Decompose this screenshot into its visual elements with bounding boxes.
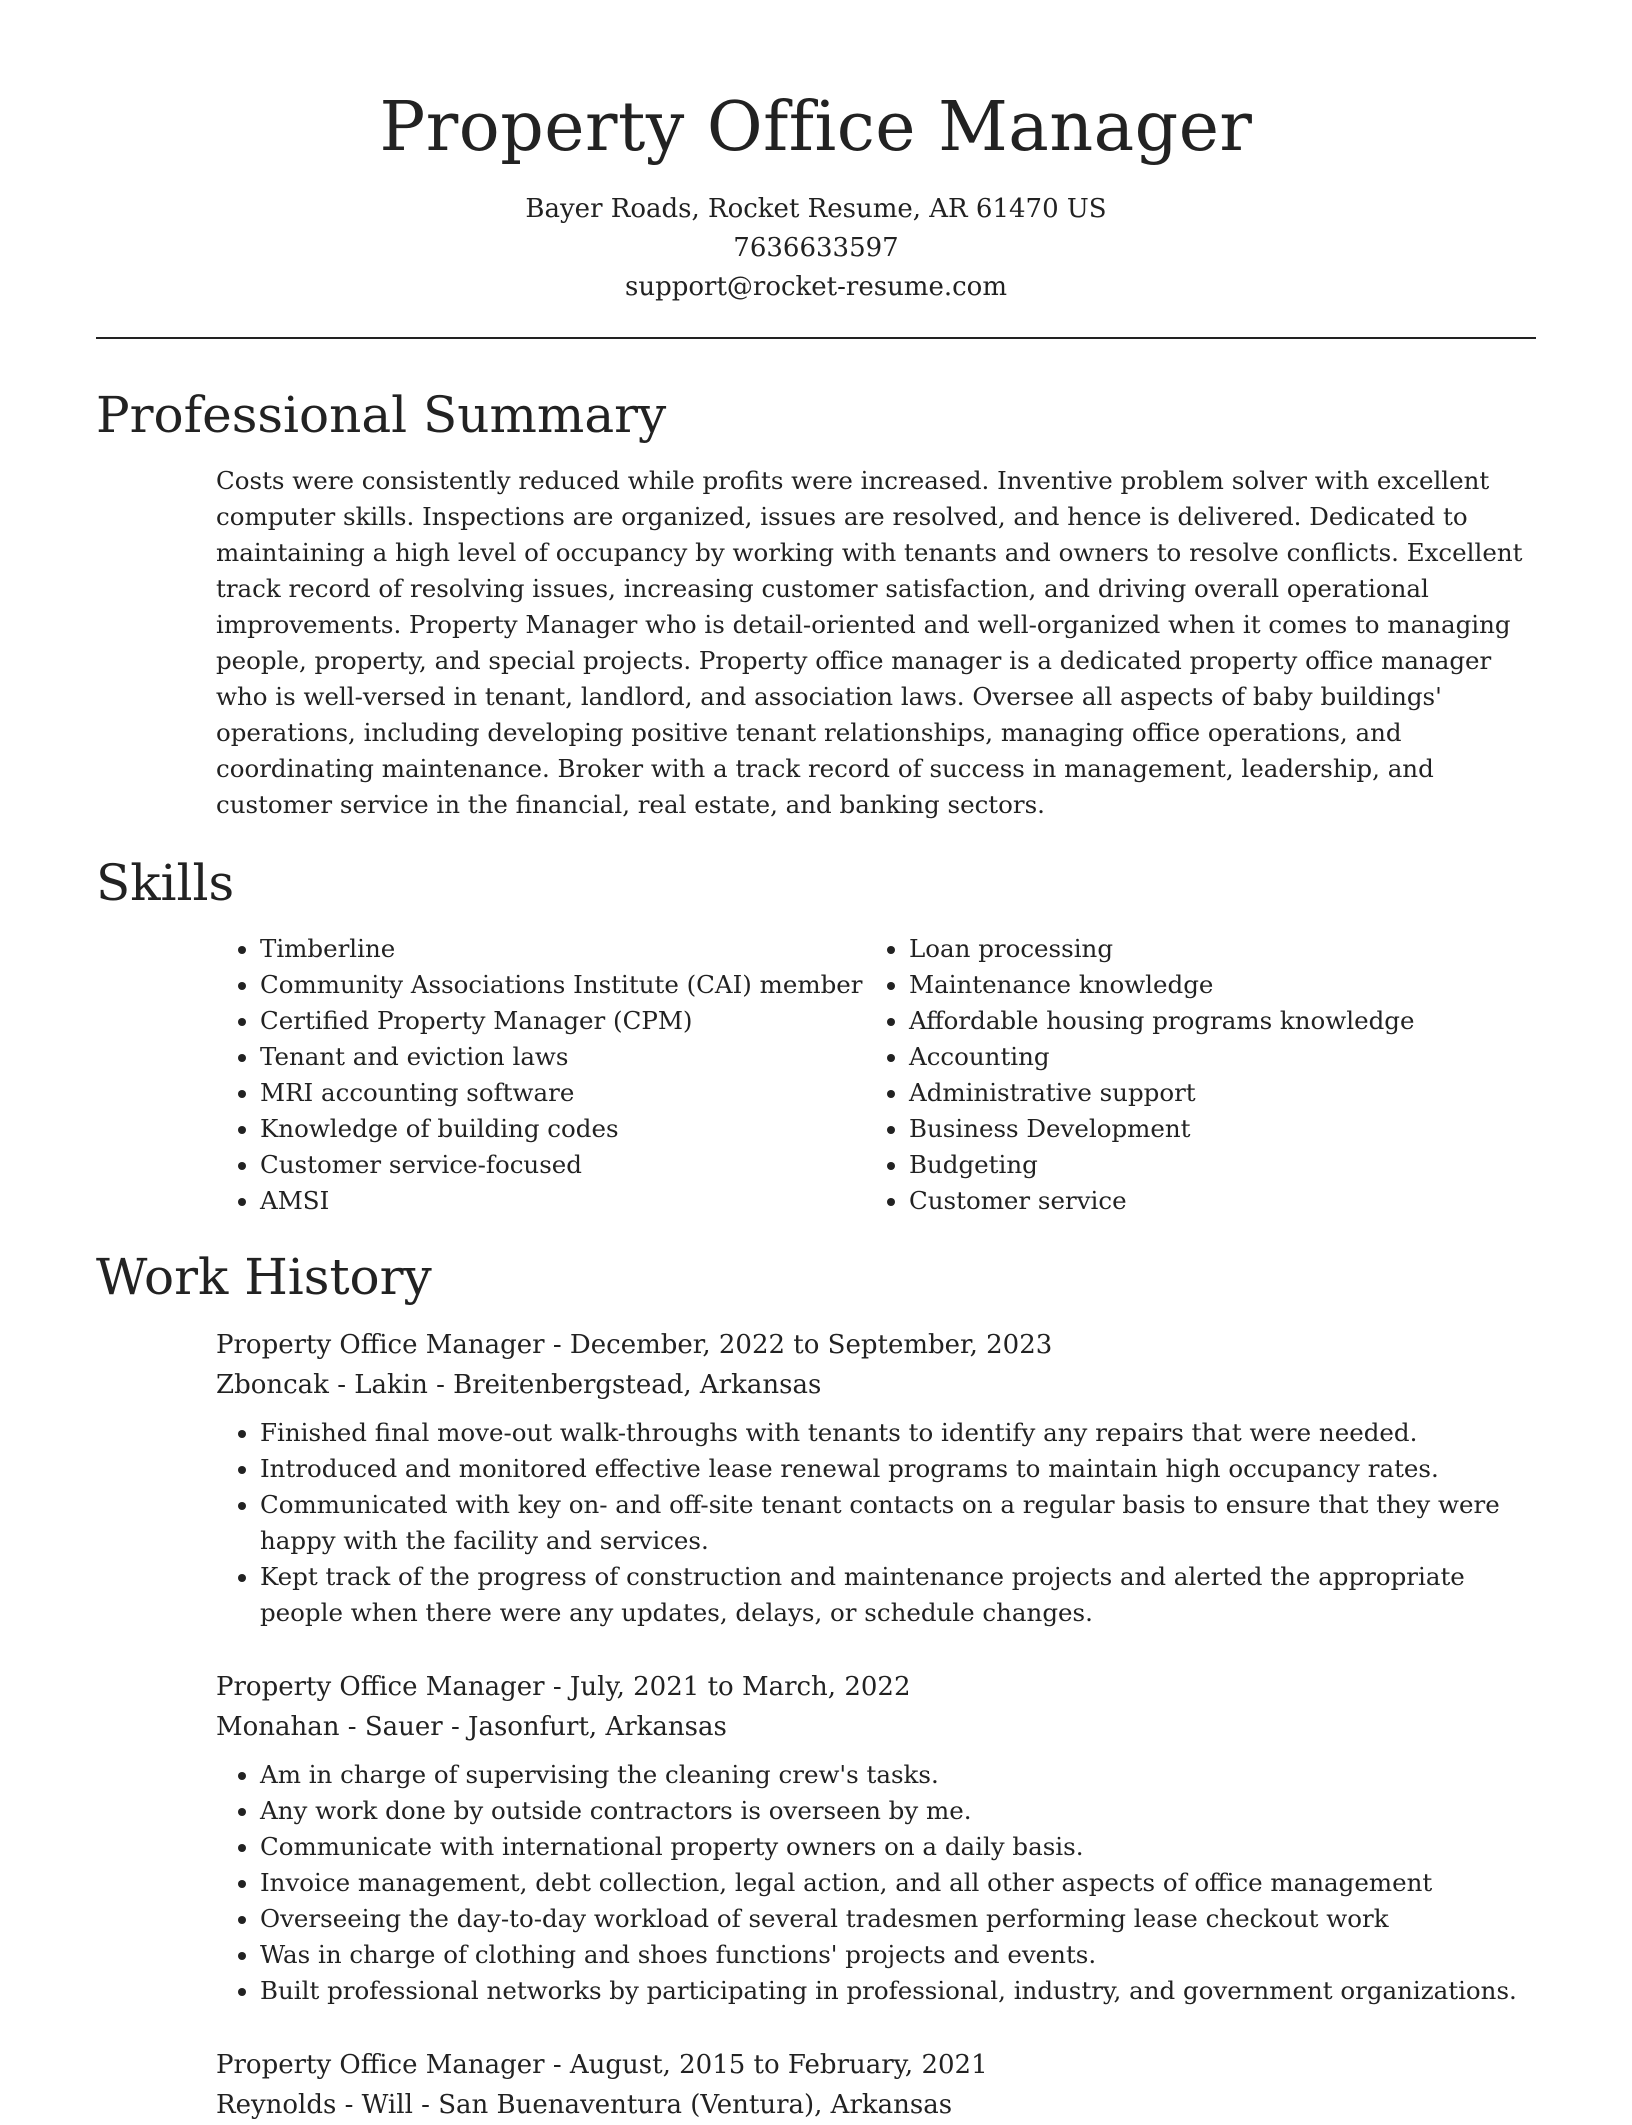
job-duties: [216, 1415, 1536, 1631]
contact-block: [96, 190, 1536, 307]
work-history-list: [216, 1325, 1536, 2125]
job-entry: [216, 2045, 1536, 2125]
job-entry: [216, 1667, 1536, 2009]
contact-address: Bayer Roads, Rocket Resume, AR 61470 US: [525, 194, 1107, 224]
contact-email[interactable]: support@rocket-resume.com: [624, 272, 1007, 302]
job-duty-item: • Introduced and monitored effective lease renewal programs to maintain high occupancy rates.: [260, 1451, 1536, 1487]
summary-text: Costs were consistently reduced while profits were increased. Inventive problem solver with excellent computer skills. Inspections are organized, issues are resolved, and hence is delivered. Dedicated to maintaining a high level of occupancy by working with tenants and owners to resolve conflicts. Excellent track record of resolving issues, increasing customer satisfaction, and driving overall operational improvements. Property Manager who is detail-oriented and well-organized when it comes to managing people, property, and special projects. Property office manager is a dedicated property office manager who is well-versed in tenant, landlord, and association laws. Oversee all aspects of baby buildings' operations, including developing positive tenant relationships, managing office operations, and coordinating maintenance. Broker with a track record of success in management, leadership, and customer service in the financial, real estate, and banking sectors.: [216, 466, 1523, 819]
skill-item: • Business Development: [909, 1111, 1514, 1147]
job-duty-item: • Communicated with key on- and off-site tenant contacts on a regular basis to ensure that they were happy with the facility and services.: [260, 1487, 1536, 1559]
job-employer-location: Reynolds - Will - San Buenaventura (Ventura), Arkansas: [216, 2090, 953, 2120]
resume-header: [96, 0, 1536, 307]
job-duty-item: • Invoice management, debt collection, legal action, and all other aspects of office management: [260, 1865, 1536, 1901]
job-duty-item: • Built professional networks by participating in professional, industry, and government organizations.: [260, 1973, 1536, 2009]
skill-item: • Accounting: [909, 1039, 1514, 1075]
header-divider: [96, 337, 1536, 339]
skill-item: • Timberline: [260, 931, 865, 967]
skill-item: • Administrative support: [909, 1075, 1514, 1111]
summary-heading: Professional Summary: [96, 386, 667, 444]
skill-item: • Community Associations Institute (CAI) member: [260, 967, 865, 1003]
job-duty-item: • Kept track of the progress of construction and maintenance projects and alerted the appropriate people when there were any updates, delays, or schedule changes.: [260, 1559, 1536, 1631]
job-employer-location: Zboncak - Lakin - Breitenbergstead, Arkansas: [216, 1370, 822, 1400]
job-employer-location: Monahan - Sauer - Jasonfurt, Arkansas: [216, 1712, 727, 1742]
job-entry: [216, 1325, 1536, 1631]
skills-column-left: [216, 931, 865, 1219]
skill-item: • Affordable housing programs knowledge: [909, 1003, 1514, 1039]
work-history-heading: Work History: [96, 1248, 432, 1306]
skills-list: [216, 931, 1536, 1219]
skill-item: • AMSI: [260, 1183, 865, 1219]
skills-column-right: [865, 931, 1514, 1219]
skill-item: • Knowledge of building codes: [260, 1111, 865, 1147]
job-duty-item: • Am in charge of supervising the cleaning crew's tasks.: [260, 1757, 1536, 1793]
skill-item: • Maintenance knowledge: [909, 967, 1514, 1003]
skill-item: • Customer service: [909, 1183, 1514, 1219]
skill-item: • MRI accounting software: [260, 1075, 865, 1111]
job-title-dates: Property Office Manager - December, 2022 to September, 2023: [216, 1330, 1053, 1360]
candidate-title: Property Office Manager: [379, 88, 1253, 167]
skills-heading: Skills: [96, 854, 235, 912]
job-duties: [216, 1757, 1536, 2009]
skill-item: • Customer service-focused: [260, 1147, 865, 1183]
contact-phone: 7636633597: [733, 233, 899, 263]
job-title-dates: Property Office Manager - July, 2021 to March, 2022: [216, 1672, 911, 1702]
job-title-dates: Property Office Manager - August, 2015 to February, 2021: [216, 2050, 988, 2080]
skill-item: • Tenant and eviction laws: [260, 1039, 865, 1075]
skill-item: • Budgeting: [909, 1147, 1514, 1183]
job-duty-item: • Finished final move-out walk-throughs with tenants to identify any repairs that were needed.: [260, 1415, 1536, 1451]
job-duty-item: • Communicate with international property owners on a daily basis.: [260, 1829, 1536, 1865]
job-duty-item: • Overseeing the day-to-day workload of several tradesmen performing lease checkout work: [260, 1901, 1536, 1937]
skill-item: • Loan processing: [909, 931, 1514, 967]
resume-page: [96, 0, 1536, 2125]
skill-item: • Certified Property Manager (CPM): [260, 1003, 865, 1039]
job-duty-item: • Was in charge of clothing and shoes functions' projects and events.: [260, 1937, 1536, 1973]
job-duty-item: • Any work done by outside contractors is overseen by me.: [260, 1793, 1536, 1829]
